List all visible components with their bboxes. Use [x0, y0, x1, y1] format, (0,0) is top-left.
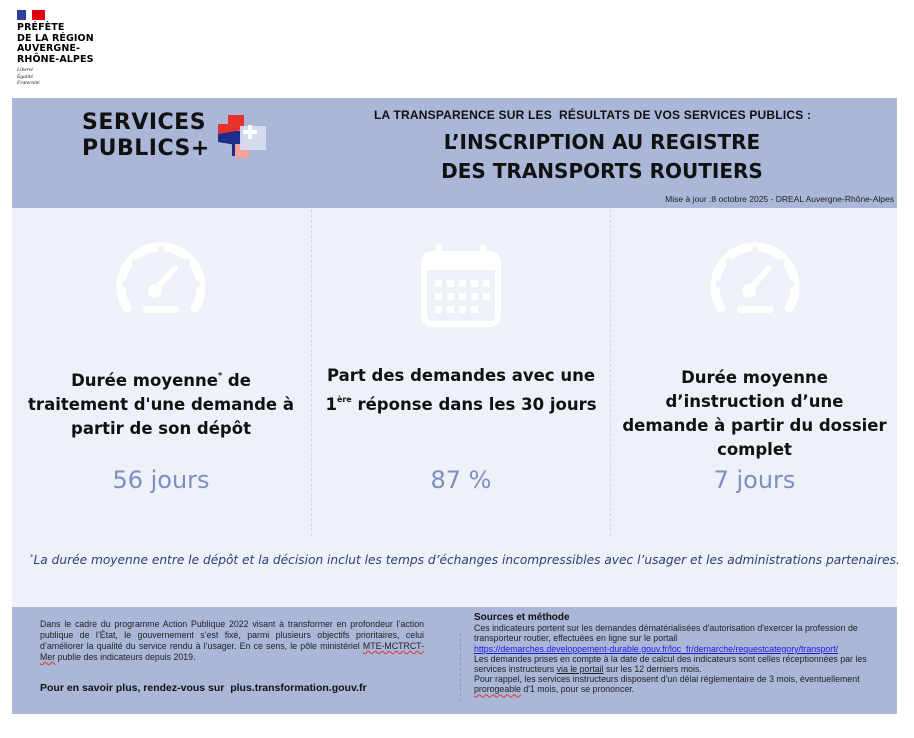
title-line: DES TRANSPORTS ROUTIERS — [441, 159, 763, 183]
footer-band — [12, 607, 897, 714]
sources-text: Pour rappel, les services instructeurs disposent d'un délai réglementaire de 3 mois, éventuellement — [474, 674, 860, 685]
sources-text: Les demandes prises en compte à la date de calcul des indicateurs sont celles réceptionnées par les services instructeurs — [474, 653, 867, 675]
label-text: Part des demandes avec une 1 — [325, 366, 596, 414]
sources-underlined: via le portail — [556, 664, 604, 675]
indicator-card — [612, 208, 897, 538]
prefecture-line: AUVERGNE- — [17, 43, 81, 54]
title-line: L’INSCRIPTION AU REGISTRE — [443, 130, 761, 154]
indicator-card — [312, 208, 610, 538]
motto-line: Fraternité — [17, 80, 40, 86]
page-title — [372, 128, 832, 186]
column-divider — [610, 210, 611, 536]
header-band — [12, 98, 897, 208]
sources-text: sur les 12 derniers mois. — [603, 664, 702, 675]
label-superscript: * — [217, 371, 223, 380]
sources-paragraph — [474, 674, 889, 694]
prefecture-logo — [17, 10, 94, 87]
indicator-label — [612, 366, 897, 462]
sources-paragraph — [474, 654, 889, 674]
ministry-acronym: MTE-MCTRCT-Mer — [40, 641, 424, 662]
sources-underlined: prorogeable — [474, 684, 521, 695]
motto-line: Liberté — [17, 67, 33, 73]
footnote — [30, 553, 900, 567]
prefecture-line: RHÔNE-ALPES — [17, 53, 94, 65]
logo-line: PUBLICS+ — [82, 136, 210, 161]
logo-line: SERVICES — [82, 110, 207, 135]
label-text: Durée moyenne — [71, 371, 218, 390]
indicator-value: 7 jours — [713, 466, 796, 494]
update-date: Mise à jour :8 octobre 2025 - DREAL Auvergne-Rhône-Alpes — [665, 194, 894, 204]
indicator-label — [12, 364, 310, 441]
indicator-card — [12, 208, 310, 538]
prefecture-line: PRÉFÈTE — [17, 22, 65, 33]
republic-motto — [17, 67, 94, 87]
portal-link[interactable]: https://demarches.developpement-durable.gouv.fr/loc_fr/demarche/requestcategory/transport/ — [474, 643, 839, 654]
indicator-value: 87 % — [430, 466, 492, 494]
indicator-value: 56 jours — [112, 466, 210, 494]
motto-line: Égalité — [17, 73, 33, 80]
footnote-text: La durée moyenne entre le dépôt et la décision inclut les temps d’échanges incompressibles avec l’usager et les administrations partenaires. — [33, 553, 900, 567]
sources-paragraph: Ces indicateurs portent sur les demandes dématérialisées d'autorisation d'exercer la profession de transporteur routier, effectuées en ligne sur le portail — [474, 623, 858, 644]
prefecture-line: DE LA RÉGION — [17, 32, 94, 44]
services-publics-plus-icon — [218, 112, 268, 162]
description-text: publie des indicateurs depuis 2019. — [55, 652, 196, 662]
program-description — [40, 619, 424, 663]
label-text: réponse dans les 30 jours — [351, 395, 597, 414]
speedometer-icon — [709, 238, 801, 316]
calendar-icon — [419, 242, 503, 328]
infographic-panel — [12, 98, 900, 714]
sources-method — [474, 613, 889, 695]
label-text: de traitement d'une demande à partir de son dépôt — [28, 371, 294, 438]
more-info-link[interactable]: Pour en savoir plus, rendez-vous sur plus.transformation.gouv.fr — [40, 682, 367, 694]
prefecture-name — [17, 23, 94, 65]
sources-text: d'1 mois, pour se prononcer. — [520, 684, 635, 695]
header-subtitle: LA TRANSPARENCE SUR LES RÉSULTATS DE VOS SERVICES PUBLICS : — [374, 108, 812, 122]
footnote-marker: * — [30, 553, 34, 561]
label-text: Durée moyenne d’instruction d’une demande à partir du dossier complet — [622, 368, 887, 459]
sources-title: Sources et méthode — [474, 612, 570, 623]
description-text: Dans le cadre du programme Action Publique 2022 visant à transformer en profondeur l’action publique de l’État, le gouvernement s’est fixé, parmi plusieurs objectifs prioritaires, celui d’améliorer la qualité du service rendu à l’usager. En ce sens, le pôle ministériel — [40, 619, 424, 651]
services-publics-logo-text — [82, 110, 210, 162]
speedometer-icon — [115, 238, 207, 316]
marianne-flag-icon — [17, 10, 45, 20]
footer-divider — [460, 633, 461, 701]
indicator-label — [312, 364, 610, 417]
label-superscript: ère — [336, 395, 352, 404]
